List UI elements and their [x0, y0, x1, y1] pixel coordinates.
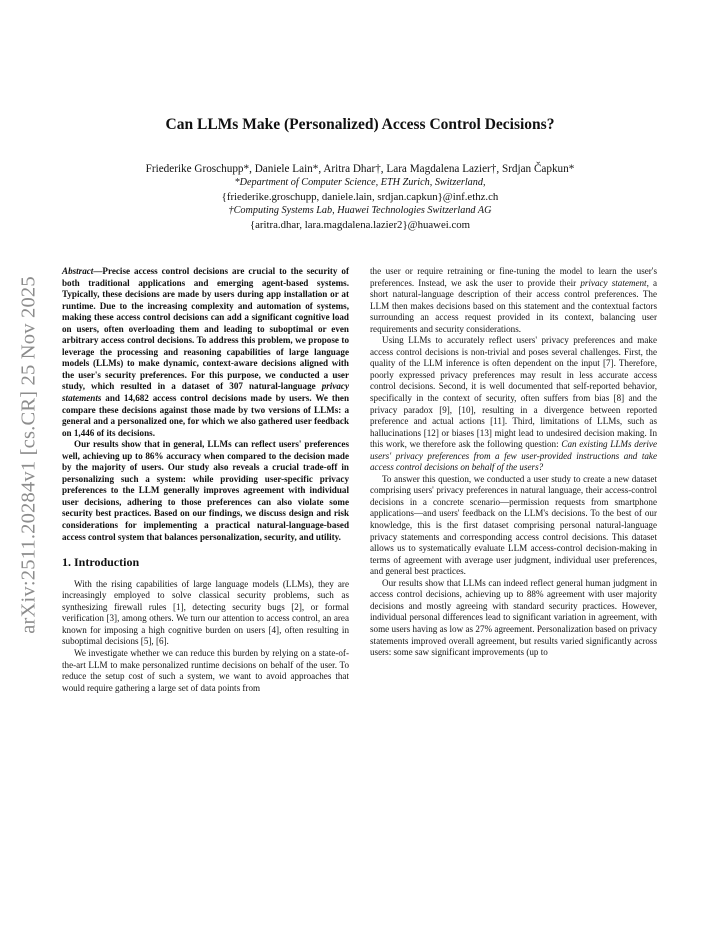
right-paragraph-3: To answer this question, we conducted a user study to create a new dataset comprising users' privacy preferences in natural language, their access-control decisions in a concrete scenario—permission requests from smartphone applications—and users' feedback on the LLM's decisions. To the best of our knowledge, this is the first dataset comprising personal natural-language privacy statements and corresponding access control decisions. This dataset allows us to systematically evaluate LLM access-control decision-making in terms of agreement with average user judgment, individual user preferences, and general best practices.: [370, 473, 657, 577]
research-question: Can existing LLMs derive users' privacy preferences from a few user-provided instructions and take access control decisions on behalf of the users?: [370, 439, 657, 473]
abstract-label: Abstract: [62, 266, 94, 276]
right-paragraph-4: Our results show that LLMs can indeed reflect general human judgment in access control decisions, achieving up to 88% agreement with user majority decisions and mostly agreeing with standard security practices. However, individual personal differences lead to significant variation in agreement, with some users having as low as 27% agreement. Personalization based on privacy statements improved overall agreement, but results varied significantly across users: some saw significant improvements (up to: [370, 577, 657, 658]
author-block: [0, 162, 720, 232]
intro-paragraph-2: We investigate whether we can reduce this burden by relying on a state-of-the-art LLM to make personalized runtime decisions on behalf of the user. To reduce the setup cost of such a system, we want to avoid approaches that would require gathering a large set of data points from: [62, 647, 349, 693]
section-heading-introduction: 1. Introduction: [62, 555, 140, 570]
left-column: [62, 266, 349, 694]
intro-paragraph-1: With the rising capabilities of large language models (LLMs), they are increasingly employed to solve classical security problems, such as synthesizing firewall rules [1], detecting security bugs [2], or formal verification [3], among others. We turn our attention to access control, an area known for imposing a high cognitive burden on users [4], often resulting in suboptimal decisions [5], [6].: [62, 578, 349, 647]
abstract-paragraph-2: Our results show that in general, LLMs can reflect users' preferences well, achieving up to 86% accuracy when compared to the decision made by the majority of users. Our study also reveals a crucial trade-off in personalizing such a system: while providing user-specific privacy preferences to the LLM generally improves agreement with individual user decisions, adhering to those preferences can also violate some security best practices. Based on our findings, we discuss design and risk considerations for implementing a practical natural-language-based access control system that balances personalization, security, and utility.: [62, 439, 349, 542]
right-paragraph-1: the user or require retraining or fine-tuning the model to learn the user's preferences. Instead, we ask the user to provide their privacy statement, a short natural-language description of their access control preferences. The LLM then makes decisions based on this statement and the contextual factors surrounding an access request provided in its context, balancing user requirements and security considerations.: [370, 266, 657, 334]
affiliation-eth: *Department of Computer Science, ETH Zurich, Switzerland,: [234, 177, 486, 188]
arxiv-identifier: arXiv:2511.20284v1 [cs.CR] 25 Nov 2025: [17, 276, 40, 634]
email-eth: {friederike.groschupp, daniele.lain, srdjan.capkun}@inf.ethz.ch: [221, 191, 499, 203]
right-paragraph-2: Using LLMs to accurately reflect users' privacy preferences and make access control decisions is non-trivial and poses several challenges. First, the quality of the LLM inference is often dependent on the input [7]. Therefore, poorly expressed privacy preferences may result in less accurate access control decisions. Second, it is well documented that self-reported behavior, specifically in the context of security, often suffers from bias [8] and the privacy paradox [9], [10], resulting in a divergence between reported preference and actual actions [11]. Third, limitations of LLMs, such as hallucinations [12] or biases [13] might lead to undesired decision making. In this work, we therefore ask the following question: Can existing LLMs derive users' privacy preferences from a few user-provided instructions and take access control decisions on behalf of the users?: [370, 335, 657, 473]
arxiv-identifier-sidebar: [8, 260, 50, 650]
affiliation-huawei: †Computing Systems Lab, Huawei Technologies Switzerland AG: [228, 205, 492, 216]
abstract-paragraph-1: Abstract—Precise access control decisions are crucial to the security of both traditional applications and emerging agent-based systems. Typically, these decisions are made by users during app installation or at runtime. Due to the increasing complexity and automation of systems, making these access control decisions can add a significant cognitive load on users, often overloading them and leading to suboptimal or even arbitrary access control decisions. To address this problem, we propose to leverage the processing and reasoning capabilities of large language models (LLMs) to make dynamic, context-aware decisions aligned with the user's security preferences. For this purpose, we conducted a user study, which resulted in a dataset of 307 natural-language privacy statements and 14,682 access control decisions made by users. We then compare these decisions against those made by two versions of LLMs: a general and a personalized one, for which we also gathered user feedback on 1,446 of its decisions.: [62, 266, 349, 438]
paper-title: Can LLMs Make (Personalized) Access Control Decisions?: [165, 116, 555, 133]
email-huawei: {aritra.dhar, lara.magdalena.lazier2}@huawei.com: [249, 219, 471, 231]
author-names: Friederike Groschupp*, Daniele Lain*, Aritra Dhar†, Lara Magdalena Lazier†, Srdjan Čapkun*: [145, 163, 575, 175]
right-column: [370, 266, 657, 659]
